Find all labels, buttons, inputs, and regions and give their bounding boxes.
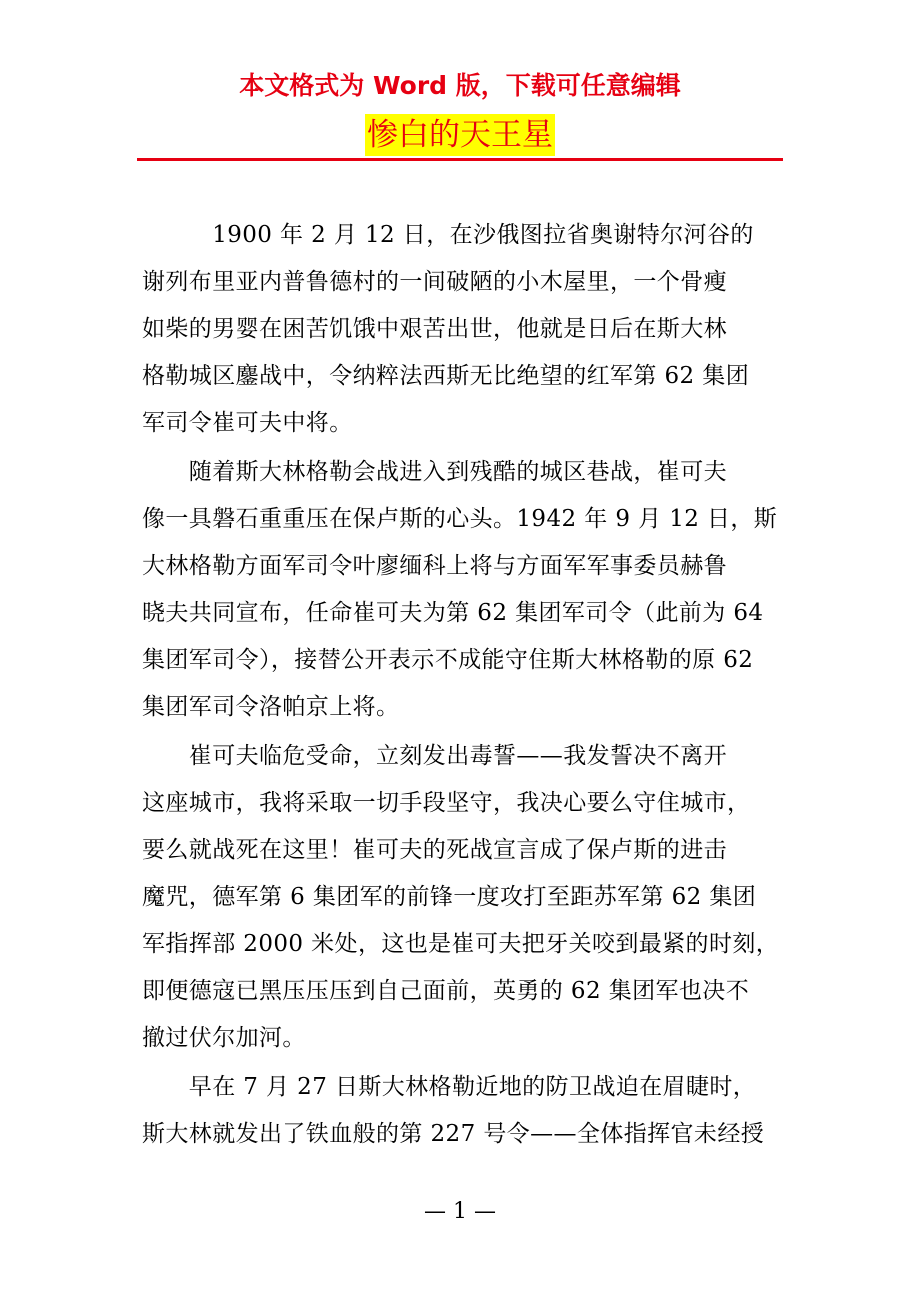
text-line: 集团军司令洛帕京上将。	[142, 694, 400, 720]
text-line: 谢列布里亚内普鲁德村的一间破陋的小木屋里，一个骨瘦	[142, 269, 727, 295]
text-line: 这座城市，我将采取一切手段坚守，我决心要么守住城市，	[142, 790, 751, 816]
text-line: 随着斯大林格勒会战进入到残酷的城区巷战，崔可夫	[142, 459, 727, 485]
text-line: 即便德寇已黑压压压到自己面前，英勇的 62 集团军也决不	[142, 978, 750, 1004]
text-line: 撤过伏尔加河。	[142, 1025, 306, 1051]
article-body	[142, 212, 782, 1160]
title-divider	[137, 158, 783, 161]
paragraph-4	[142, 1064, 782, 1158]
text-line: 斯大林就发出了铁血般的第 227 号令——全体指挥官未经授	[142, 1121, 765, 1147]
text-line: 军司令崔可夫中将。	[142, 410, 353, 436]
title-container	[0, 114, 920, 156]
text-line: 格勒城区鏖战中，令纳粹法西斯无比绝望的红军第 62 集团	[142, 363, 750, 389]
text-line: 1900 年 2 月 12 日，在沙俄图拉省奥谢特尔河谷的	[142, 222, 754, 248]
text-line: 大林格勒方面军司令叶廖缅科上将与方面军军事委员赫鲁	[142, 553, 727, 579]
text-line: 如柴的男婴在困苦饥饿中艰苦出世，他就是日后在斯大林	[142, 316, 727, 342]
text-line: 晓夫共同宣布，任命崔可夫为第 62 集团军司令（此前为 64	[142, 600, 764, 626]
paragraph-3	[142, 733, 782, 1062]
text-line: 崔可夫临危受命，立刻发出毒誓——我发誓决不离开	[142, 743, 727, 769]
page-number: — 1 —	[424, 1199, 496, 1224]
text-line: 军指挥部 2000 米处，这也是崔可夫把牙关咬到最紧的时刻，	[142, 931, 780, 957]
format-notice-banner: 本文格式为 Word 版，下载可任意编辑	[239, 71, 681, 100]
text-line: 魔咒，德军第 6 集团军的前锋一度攻打至距苏军第 62 集团	[142, 884, 757, 910]
text-line: 早在 7 月 27 日斯大林格勒近地的防卫战迫在眉睫时，	[142, 1074, 757, 1100]
document-title: 惨白的天王星	[365, 114, 555, 156]
text-line: 集团军司令），接替公开表示不成能守住斯大林格勒的原 62	[142, 647, 754, 673]
paragraph-2	[142, 449, 782, 731]
text-line: 要么就战死在这里！崔可夫的死战宣言成了保卢斯的进击	[142, 837, 727, 863]
paragraph-1	[142, 212, 782, 447]
text-line: 像一具磐石重重压在保卢斯的心头。1942 年 9 月 12 日，斯	[142, 506, 778, 532]
